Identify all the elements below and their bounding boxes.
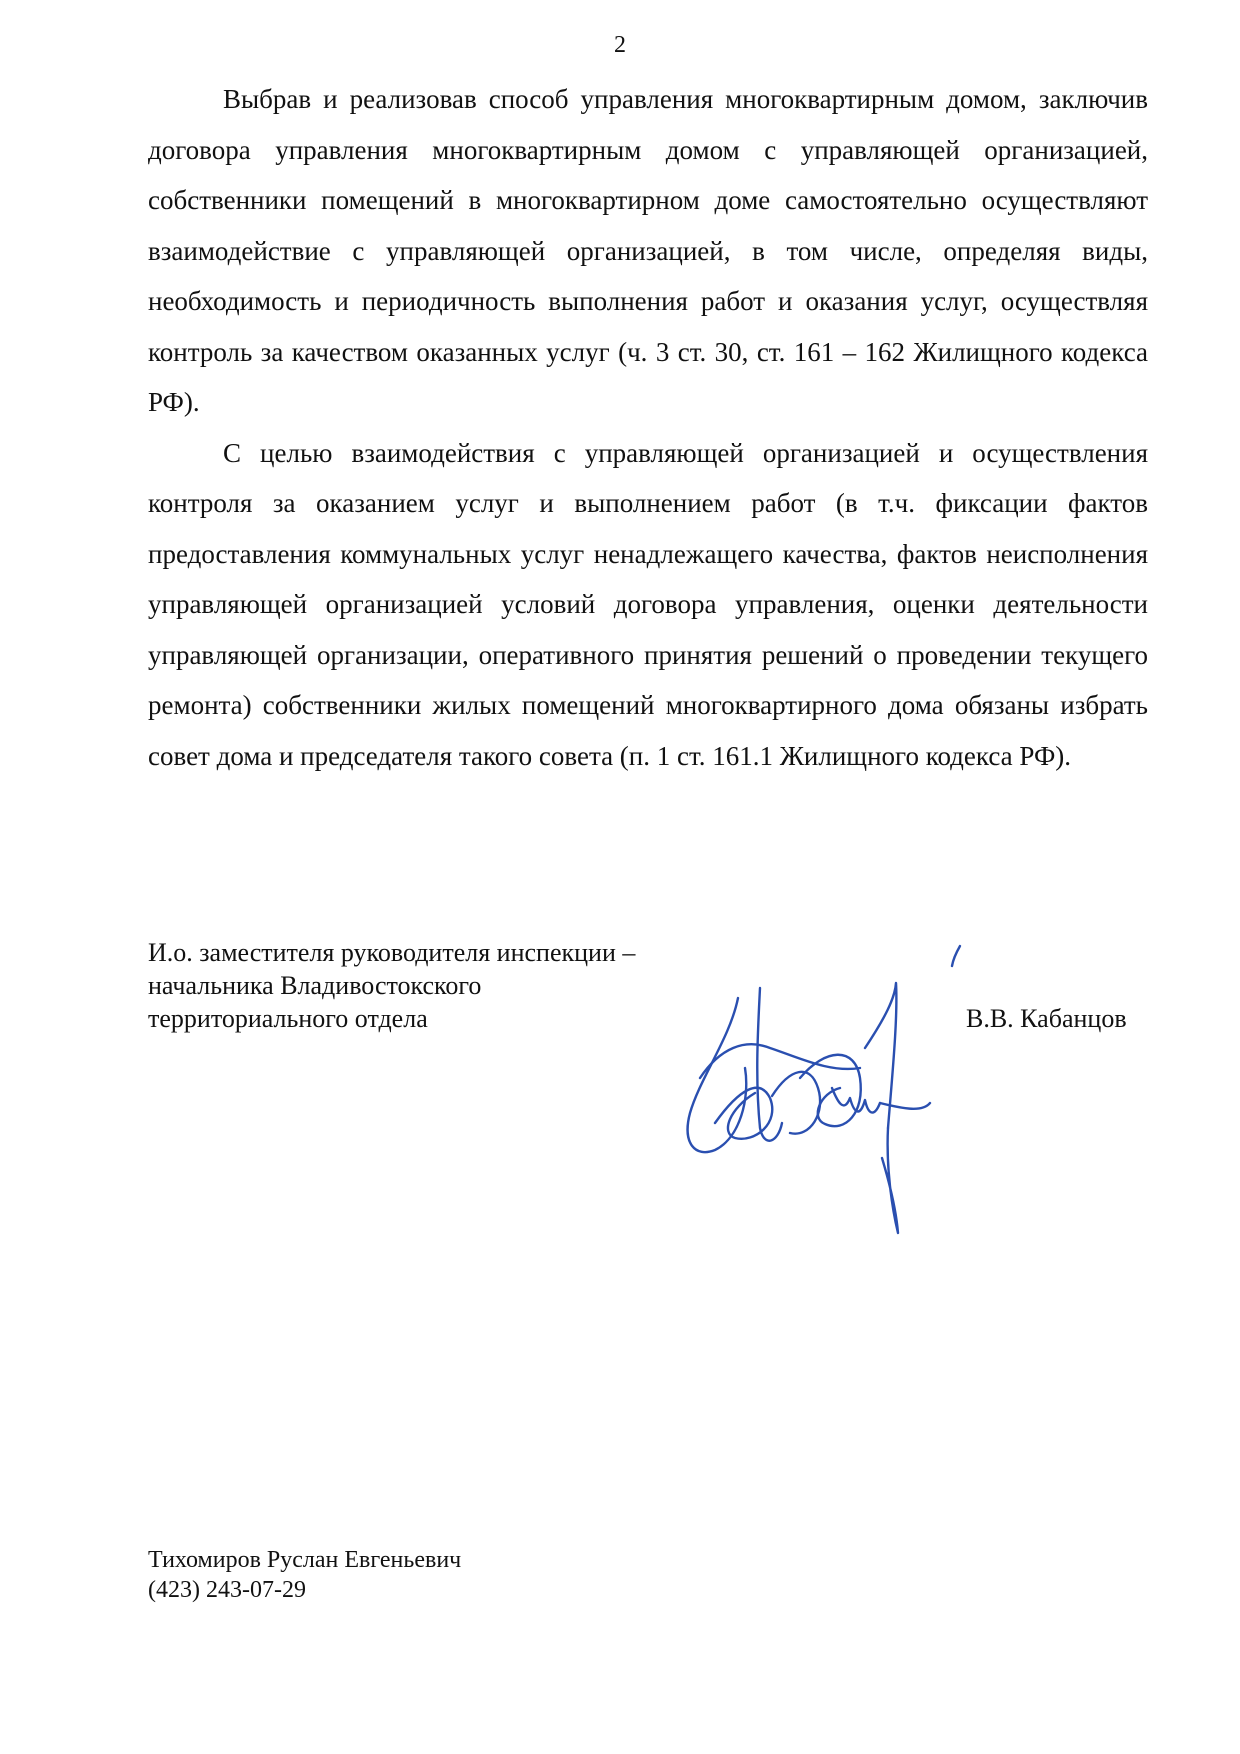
page-number: 2 xyxy=(614,32,626,58)
executor-contact xyxy=(148,1545,461,1605)
paragraph: С целью взаимодействия с управляющей организацией и осуществления контроля за оказанием услуг и выполнением работ (в т.ч. фиксации фактов предоставления коммунальных услуг ненадлежащего качества, фактов неисполнения управляющей организацией условий договора управления, оценки деятельности управляющей организации, оперативного принятия решений о проведении текущего ремонта) собственники жилых помещений многоквартирного дома обязаны избрать совет дома и председателя такого совета (п. 1 ст. 161.1 Жилищного кодекса РФ). xyxy=(148,437,1148,771)
position-line: И.о. заместителя руководителя инспекции – xyxy=(148,938,636,967)
handwritten-signature xyxy=(660,928,980,1258)
executor-phone: (423) 243-07-29 xyxy=(148,1577,306,1603)
signer-name: В.В. Кабанцов xyxy=(966,1004,1127,1033)
letter-body xyxy=(148,74,1148,781)
position-line: начальника Владивостокского xyxy=(148,971,482,1000)
signer-position xyxy=(148,936,635,1035)
executor-name: Тихомиров Руслан Евгеньевич xyxy=(148,1547,462,1573)
position-line: территориального отдела xyxy=(148,1004,428,1033)
paragraph: Выбрав и реализовав способ управления многоквартирным домом, заключив договора управления многоквартирным домом с управляющей организацией, собственники помещений в многоквартирном доме самостоятельно осуществляют взаимодействие с управляющей организацией, в том числе, определяя виды, необходимость и периодичность выполнения работ и оказания услуг, осуществляя контроль за качеством оказанных услуг (ч. 3 ст. 30, ст. 161 – 162 Жилищного кодекса РФ). xyxy=(148,84,1148,417)
